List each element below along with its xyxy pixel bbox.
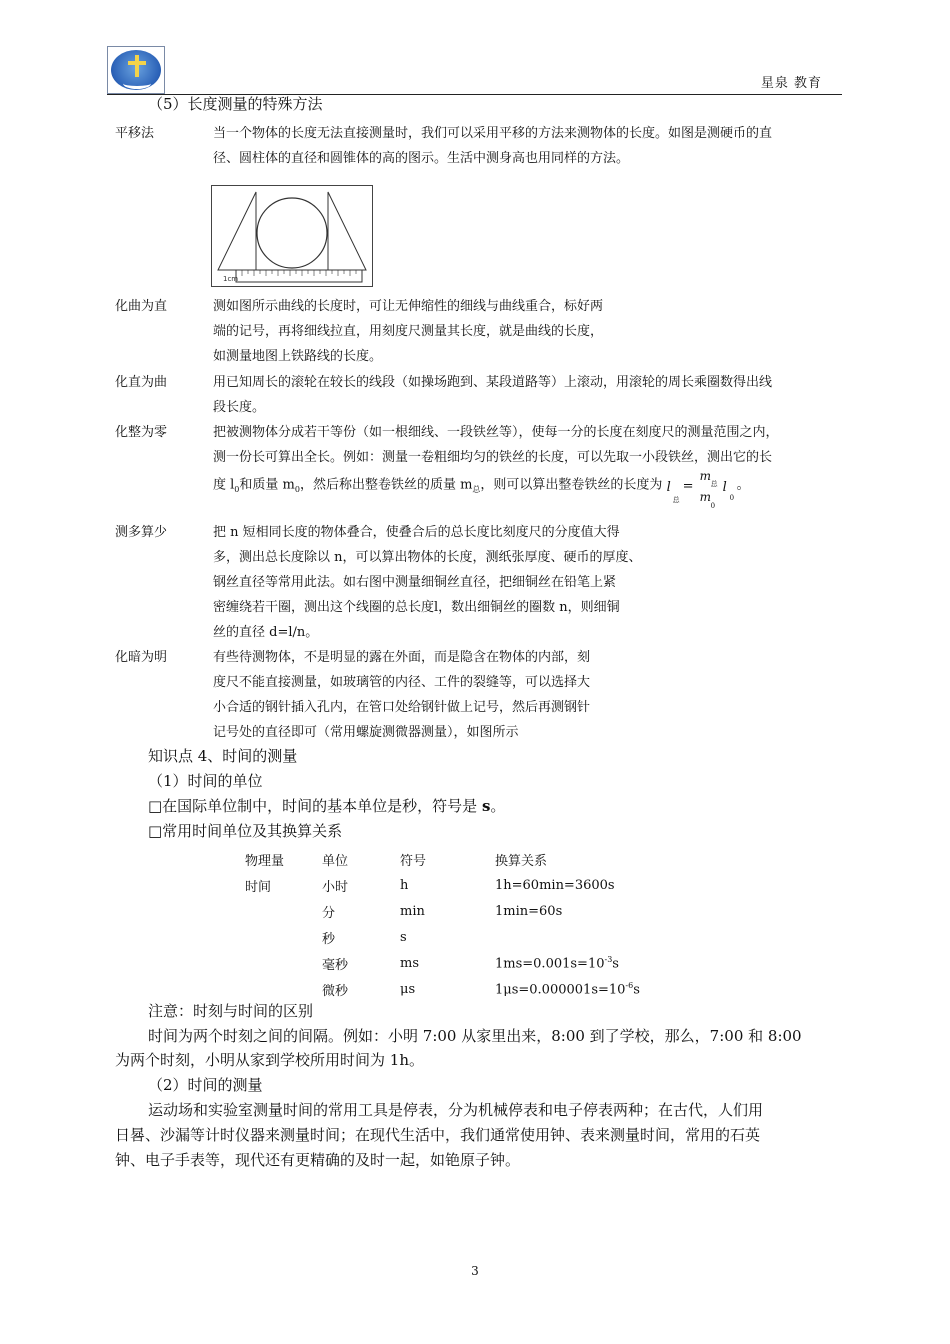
note-line-1: 时间为两个时刻之间的间隔。例如：小明 7:00 从家里出来，8:00 到了学校，那么，7:00 和 8:00 xyxy=(148,1027,802,1045)
table-row: 微秒 μs $1\mu s=0.000001s=10^{-6}s$ xyxy=(322,980,640,999)
method-label-huaan: 化暗为明 xyxy=(115,650,168,665)
table-row: 时间 小时 h 1h=60min=3600s xyxy=(245,877,615,895)
page-number: 3 xyxy=(471,1264,479,1278)
table-row: 分 min 1min=60s xyxy=(322,903,563,921)
bullet-common-units: □常用时间单位及其换算关系 xyxy=(148,822,343,840)
formula-line: 度 $l_0$和质量 $m_0$，然后称出整卷铁丝的质量 $m_总$，则可以算出整卷铁丝的长度为 l 总 = m 总 m 0 l 0 。 xyxy=(213,469,750,510)
bullet-base-unit: □在国际单位制中，时间的基本单位是秒，符号是 s。 xyxy=(148,797,506,815)
method-label-huaqu: 化曲为直 xyxy=(115,299,168,314)
method-text-huazheng: 把被测物体分成若干等份（如一根细线、一段铁丝等），使每一分的长度在刻度尺的测量范围之内， 测一份长可算出全长。例如：测量一卷粗细均匀的铁丝的长度，可以先取一小段铁丝，测出它的长 度 $l_0$和质量 $m_0$，然后称出整卷铁丝的质量 $m_总$，则可以算出整卷铁丝的长度为 l 总 = m 总 m 0 l 0 。 xyxy=(213,425,779,510)
length-formula: l 总 = m 总 m 0 l 0 xyxy=(666,469,735,510)
method-text-pingyi: 当一个物体的长度无法直接测量时，我们可以采用平移的方法来测物体的长度。如图是测硬币的直 径、圆柱体的直径和圆锥体的高的图示。生活中测身高也用同样的方法。 xyxy=(213,126,773,166)
measure-line-3: 钟、电子手表等，现代还有更精确的及时一起，如铯原子钟。 xyxy=(115,1151,521,1169)
method-text-huazhi: 用已知周长的滚轮在较长的线段（如操场跑到、某段道路等）上滚动，用滚轮的周长乘圈数得出线 段长度。 xyxy=(213,375,773,415)
table-row: 毫秒 ms $1ms=0.001s=10^{-3}s$ xyxy=(322,954,619,973)
note-line-2: 为两个时刻，小明从家到学校所用时间为 1h。 xyxy=(115,1051,424,1069)
logo-emblem xyxy=(111,50,161,90)
unit-heading: （1）时间的单位 xyxy=(148,772,263,790)
method-label-ceduo: 测多算少 xyxy=(115,525,168,540)
method-label-huazheng: 化整为零 xyxy=(115,425,168,440)
knowledge-title: 知识点 4、时间的测量 xyxy=(148,747,298,765)
method-label-pingyi: 平移法 xyxy=(115,126,155,141)
measure-line-1: 运动场和实验室测量时间的常用工具是停表，分为机械停表和电子停表两种；在古代，人们用 xyxy=(148,1101,764,1119)
ruler-unit-label: 1cm xyxy=(223,275,239,283)
method-text-huaqu: 测如图所示曲线的长度时，可让无伸缩性的细线与曲线重合，标好两 端的记号，再将细线拉直，用刻度尺测量其长度，就是曲线的长度， 如测量地图上铁路线的长度。 xyxy=(213,299,604,364)
coin-diameter-diagram xyxy=(212,186,372,286)
method-text-huaan: 有些待测物体，不是明显的露在外面，而是隐含在物体的内部，刻 度尺不能直接测量，如玻璃管的内径、工件的裂缝等，可以选择大 小合适的钢针插入孔内，在管口处给钢针做上记号，然后再测钢针 记号处的直径即可（常用螺旋测微器测量），如图所示 xyxy=(213,650,591,740)
header-brand: 星泉 教育 xyxy=(760,76,822,91)
method-text-ceduo: 把 n 短相同长度的物体叠合，使叠合后的总长度比刻度尺的分度值大得 多，测出总长度除以 n，可以算出物体的长度，测纸张厚度、硬币的厚度、 钢丝直径等常用此法。如右图中测量细铜丝直径，把细铜丝在铅笔上紧 密缠绕若干圈，测出这个线圈的总长度l，数出细铜丝的圈数 n，则细铜 丝的直径 d=l/n。 xyxy=(213,525,642,640)
logo xyxy=(107,46,165,94)
method-label-huazhi: 化直为曲 xyxy=(115,375,168,390)
section-heading: （5）长度测量的特殊方法 xyxy=(148,95,323,113)
time-units-table xyxy=(245,846,655,1002)
table-row: 秒 s xyxy=(322,929,407,947)
table-header-row: 物理量 单位 符号 换算关系 xyxy=(245,853,548,869)
measure-line-2: 日晷、沙漏等计时仪器来测量时间；在现代生活中，我们通常使用钟、表来测量时间，常用的石英 xyxy=(115,1126,761,1144)
measure-heading: （2）时间的测量 xyxy=(148,1076,263,1094)
coin-diameter-figure xyxy=(211,185,373,287)
note-title: 注意：时刻与时间的区别 xyxy=(148,1002,314,1020)
